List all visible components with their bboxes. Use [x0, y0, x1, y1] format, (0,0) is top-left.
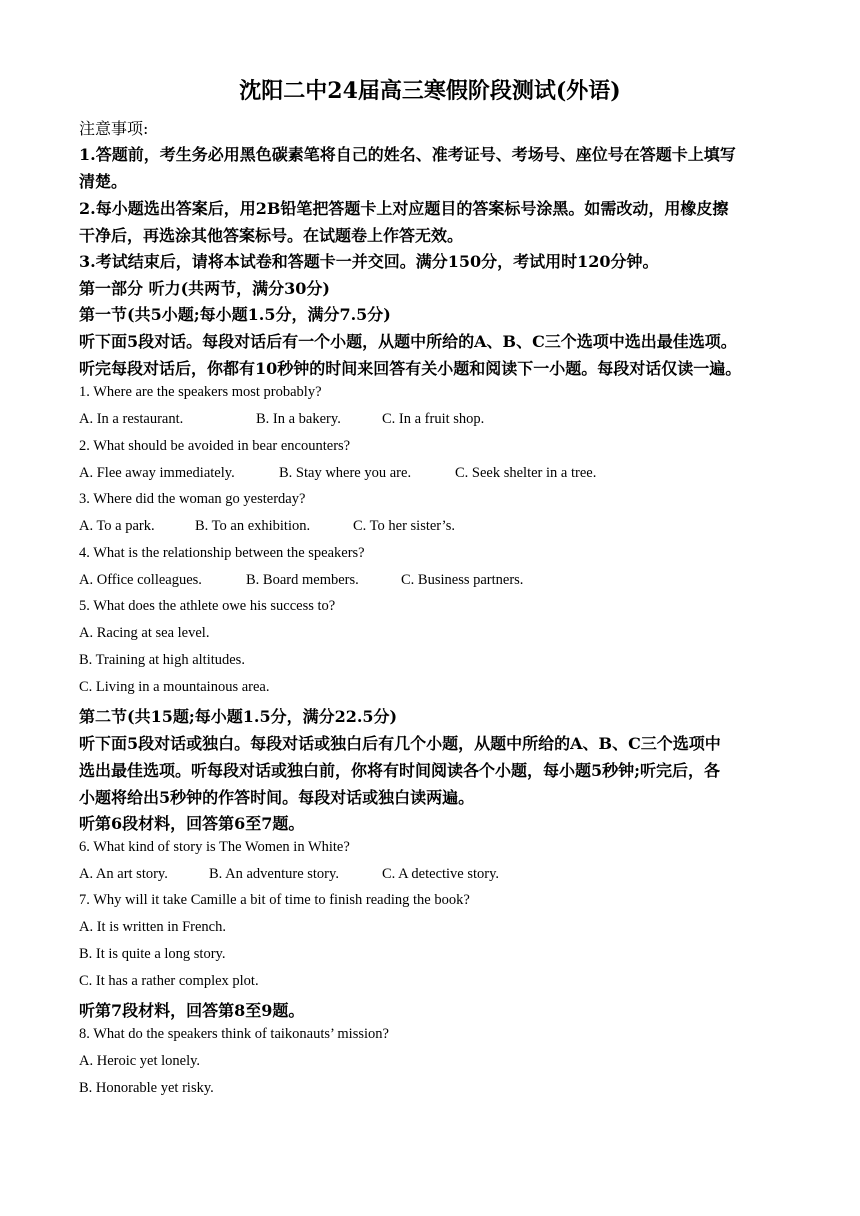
section1-instruction-line-1: 听下面5段对话。每段对话后有一个小题，从题中所给的A、B、C三个选项中选出最佳选项。 [79, 332, 737, 351]
question-8-option-a: A. Heroic yet lonely. [79, 1053, 201, 1069]
question-8-stem: 8. What do the speakers think of taikonauts’ mission? [79, 1026, 389, 1042]
notice-item-1-line-2: 清楚。 [79, 172, 128, 191]
question-2-option-a: A. Flee away immediately. [79, 465, 235, 481]
question-6-option-c: C. A detective story. [382, 866, 500, 882]
question-4-option-b: B. Board members. [246, 572, 359, 588]
question-7-stem: 7. Why will it take Camille a bit of time to finish reading the book? [79, 892, 470, 908]
question-4-stem: 4. What is the relationship between the speakers? [79, 545, 365, 561]
question-3-option-c: C. To her sister’s. [353, 518, 455, 534]
question-6-option-b: B. An adventure story. [209, 866, 339, 882]
question-2-option-c: C. Seek shelter in a tree. [455, 465, 597, 481]
section2-heading: 第二节(共15题;每小题1.5分，满分22.5分) [79, 707, 398, 726]
question-7-option-b: B. It is quite a long story. [79, 946, 226, 962]
notice-item-2-line-1: 2.每小题选出答案后，用2B铅笔把答题卡上对应题目的答案标号涂黑。如需改动，用橡皮擦 [79, 199, 729, 218]
question-6-stem: 6. What kind of story is The Women in White? [79, 839, 350, 855]
notice-item-3: 3.考试结束后，请将本试卷和答题卡一并交回。满分150分，考试用时120分钟。 [79, 252, 659, 271]
question-1-stem: 1. Where are the speakers most probably? [79, 384, 322, 400]
question-8-option-b: B. Honorable yet risky. [79, 1080, 214, 1096]
section2-instruction-line-3: 小题将给出5秒钟的作答时间。每段对话或独白读两遍。 [79, 788, 475, 807]
question-3-option-b: B. To an exhibition. [195, 518, 311, 534]
notice-item-2-line-2: 干净后，再选涂其他答案标号。在试题卷上作答无效。 [79, 226, 464, 245]
part1-heading: 第一部分 听力(共两节，满分30分) [79, 279, 330, 298]
page-title: 沈阳二中24届高三寒假阶段测试(外语) [239, 78, 621, 104]
question-1-option-a: A. In a restaurant. [79, 411, 184, 427]
question-7-option-a: A. It is written in French. [79, 919, 226, 935]
section2-instruction-line-2: 选出最佳选项。听每段对话或独白前，你将有时间阅读各个小题，每小题5秒钟;听完后，各 [79, 761, 721, 780]
question-4-option-a: A. Office colleagues. [79, 572, 202, 588]
question-4-option-c: C. Business partners. [401, 572, 524, 588]
question-3-stem: 3. Where did the woman go yesterday? [79, 491, 306, 507]
question-7-option-c: C. It has a rather complex plot. [79, 973, 259, 989]
section1-heading: 第一节(共5小题;每小题1.5分，满分7.5分) [79, 305, 391, 324]
question-1-option-c: C. In a fruit shop. [382, 411, 485, 427]
notice-heading: 注意事项: [79, 119, 149, 138]
question-6-option-a: A. An art story. [79, 866, 168, 882]
material-6-heading: 听第6段材料，回答第6至7题。 [79, 814, 305, 833]
question-5-option-b: B. Training at high altitudes. [79, 652, 245, 668]
question-3-option-a: A. To a park. [79, 518, 155, 534]
question-5-option-c: C. Living in a mountainous area. [79, 679, 270, 695]
material-7-heading: 听第7段材料，回答第8至9题。 [79, 1001, 305, 1020]
question-2-option-b: B. Stay where you are. [279, 465, 412, 481]
section1-instruction-line-2: 听完每段对话后，你都有10秒钟的时间来回答有关小题和阅读下一小题。每段对话仅读一遍。 [79, 359, 742, 378]
notice-item-1-line-1: 1.答题前，考生务必用黑色碳素笔将自己的姓名、准考证号、考场号、座位号在答题卡上填写 [79, 145, 736, 164]
question-5-stem: 5. What does the athlete owe his success to? [79, 598, 336, 614]
question-1-option-b: B. In a bakery. [256, 411, 341, 427]
question-5-option-a: A. Racing at sea level. [79, 625, 210, 641]
section2-instruction-line-1: 听下面5段对话或独白。每段对话或独白后有几个小题，从题中所给的A、B、C三个选项中 [79, 734, 721, 753]
question-2-stem: 2. What should be avoided in bear encounters? [79, 438, 351, 454]
